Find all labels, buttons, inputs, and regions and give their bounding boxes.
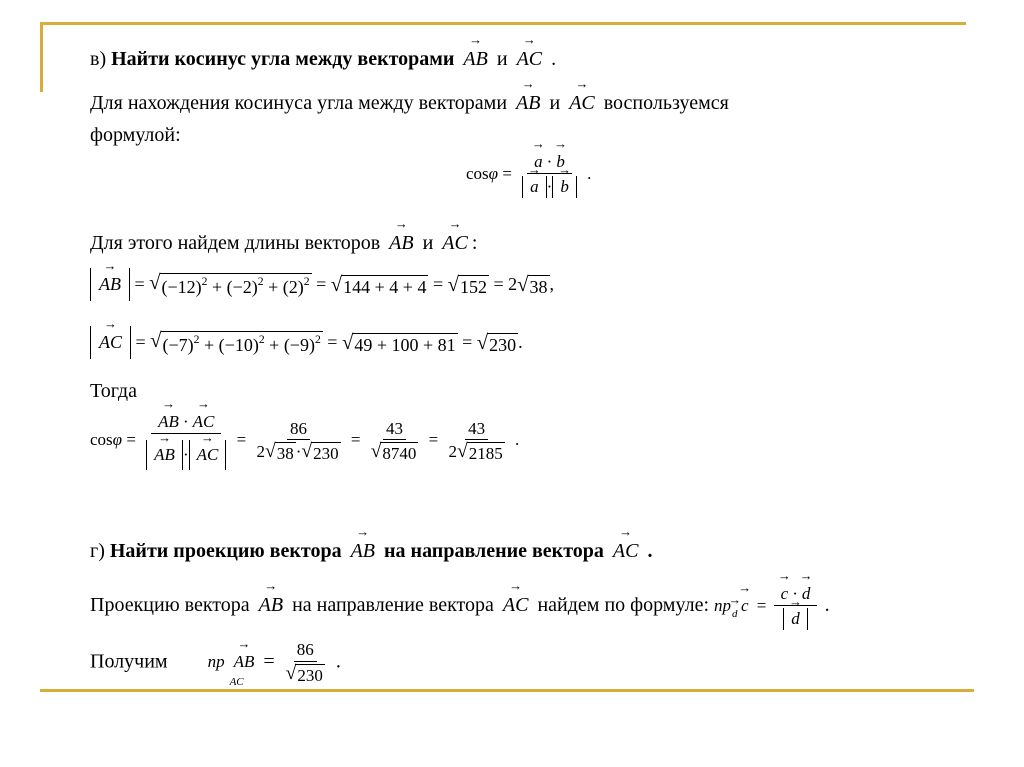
vector-ab: → AB bbox=[259, 594, 283, 617]
period: . bbox=[518, 332, 523, 352]
vector-ab: → AB bbox=[351, 540, 375, 563]
fraction-43-2185: 43 2 √ 2185 bbox=[448, 418, 503, 464]
intro-rest: воспользуемся bbox=[603, 92, 729, 114]
ac-230-root: √ 230 bbox=[476, 331, 517, 355]
ab-152-root: √ 152 bbox=[447, 273, 487, 297]
cos-label: cos bbox=[90, 430, 113, 450]
term: (−7) bbox=[162, 335, 194, 356]
radicand: 38 bbox=[276, 444, 294, 464]
dot-operator: · bbox=[546, 176, 553, 196]
cosine-formula: cosφ = → a ·→ b → a ·→ b . bbox=[466, 152, 591, 198]
coefficient: 2 bbox=[448, 442, 458, 462]
ab-sum-root: √ $(-12)^2 + (-2)^2 + (2)^2$ bbox=[149, 272, 310, 298]
vector-d: → d bbox=[802, 584, 811, 604]
vector-b: → b bbox=[560, 176, 569, 199]
radicand: 152 bbox=[459, 276, 487, 297]
vector-c: → c bbox=[781, 584, 789, 604]
term: (−2) bbox=[226, 277, 258, 298]
section-v-title: Найти косинус угла между векторами bbox=[111, 48, 455, 70]
exponent: 2 bbox=[314, 333, 321, 347]
period: . bbox=[587, 164, 592, 184]
exponent: 2 bbox=[258, 333, 265, 347]
vector-ac: → AC bbox=[193, 412, 215, 432]
vector-ac: → AC bbox=[569, 92, 595, 115]
ab-38-root: √ 38 bbox=[517, 273, 548, 297]
vector-ab: → AB bbox=[389, 232, 413, 255]
term: (−12) bbox=[161, 277, 202, 298]
vector-a: → a bbox=[534, 152, 543, 172]
frame-left-line bbox=[40, 22, 43, 92]
colon: : bbox=[471, 232, 478, 254]
exponent: 2 bbox=[303, 275, 310, 289]
np-label: np bbox=[714, 596, 731, 616]
vector-ab: → AB bbox=[158, 412, 179, 432]
radicand: 2185 bbox=[468, 444, 503, 464]
conjunction: и bbox=[422, 232, 434, 254]
radicand: 230 bbox=[313, 444, 339, 464]
period: . bbox=[647, 540, 653, 562]
dot-operator: · bbox=[792, 584, 798, 603]
projection-text-1: Проекцию вектора bbox=[90, 594, 250, 617]
result-line: Получим np AC → AB = 86 √ 230 . bbox=[90, 640, 341, 685]
projection-text-2: на направление вектора bbox=[292, 594, 494, 617]
frame-top-line bbox=[40, 22, 966, 25]
projection-formula: np → d → c = → c ·→ d → d bbox=[714, 596, 825, 615]
dot-operator: · bbox=[182, 412, 189, 431]
subscript-ac: AC bbox=[229, 676, 244, 689]
phi-symbol: φ bbox=[112, 430, 123, 450]
exponent: 2 bbox=[257, 275, 264, 289]
intro-line-2: формулой: bbox=[90, 124, 181, 146]
dot-operator: · bbox=[182, 444, 189, 464]
dot-over-norms bbox=[143, 412, 229, 470]
radicand: 38 bbox=[529, 276, 548, 297]
section-g-heading bbox=[90, 540, 652, 563]
vector-ab: → AB bbox=[234, 652, 255, 672]
section-v-heading bbox=[90, 48, 556, 71]
comma: , bbox=[549, 274, 554, 294]
radicand: 49 + 100 + 81 bbox=[354, 334, 456, 355]
frame-bottom-line bbox=[40, 689, 974, 692]
period: . bbox=[335, 650, 341, 673]
ab-mid-root: √ 144 + 4 + 4 bbox=[330, 273, 427, 297]
radicand: 230 bbox=[297, 665, 323, 685]
fraction-86: 86 2 √ 38 · √ 230 bbox=[256, 418, 339, 464]
lengths-text: Для этого найдем длины векторов bbox=[90, 232, 381, 254]
section-g-title-part1: Найти проекцию вектора bbox=[109, 540, 342, 562]
radicand: 8740 bbox=[382, 444, 417, 464]
lengths-intro bbox=[90, 232, 477, 255]
ac-length-equation: → AC = √ $(-7)^2 + (-10)^2 + (-9)^2$ = √ 49 + 100 + 81 = √ 230 . bbox=[90, 326, 523, 359]
projection-line bbox=[90, 584, 830, 630]
ac-sum-root: √ $(-7)^2 + (-10)^2 + (-9)^2$ bbox=[150, 330, 321, 356]
result-text: Получим bbox=[90, 650, 168, 673]
intro-text: Для нахождения косинуса угла между векторами bbox=[90, 92, 508, 114]
period: . bbox=[515, 430, 520, 450]
exponent: 2 bbox=[201, 275, 208, 289]
period: . bbox=[824, 594, 830, 617]
vector-ac: → AC bbox=[442, 232, 468, 255]
vector-c: → c bbox=[741, 596, 749, 616]
np-label: np bbox=[207, 652, 225, 672]
numerator: 86 bbox=[287, 419, 310, 441]
coefficient: 2 bbox=[508, 274, 518, 294]
section-g-title-part2: на направление вектора bbox=[384, 540, 604, 562]
intro-line-1 bbox=[90, 92, 729, 115]
radicand: 230 bbox=[489, 334, 517, 355]
fraction-43-8740: 43 √ 8740 bbox=[370, 418, 417, 464]
exponent: 2 bbox=[193, 333, 200, 347]
conjunction: и bbox=[496, 48, 508, 70]
term: (−10) bbox=[218, 335, 259, 356]
phi-symbol: φ bbox=[488, 164, 499, 184]
dot-operator: · bbox=[295, 442, 302, 462]
vector-ab: → AB bbox=[516, 92, 540, 115]
vector-ac: → AC bbox=[197, 444, 219, 467]
ab-length-equation: → AB = √ $(-12)^2 + (-2)^2 + (2)^2$ = √ 144 + 4 + 4 = √ 152 = 2 √ 38 , bbox=[90, 268, 554, 301]
dot-operator: · bbox=[546, 152, 553, 171]
vector-d: → d bbox=[791, 608, 800, 631]
period: . bbox=[551, 48, 557, 70]
vector-ab: → AB bbox=[99, 274, 121, 295]
numerator: 43 bbox=[383, 419, 406, 441]
vector-ac: → AC bbox=[99, 332, 122, 353]
term: (2) bbox=[282, 277, 304, 298]
cos-label: cos bbox=[466, 164, 489, 184]
vector-ab: → AB bbox=[463, 48, 487, 71]
vector-a: → a bbox=[530, 176, 539, 199]
then-label: Тогда bbox=[90, 380, 137, 402]
radicand: 144 + 4 + 4 bbox=[343, 276, 427, 297]
coefficient: 2 bbox=[256, 442, 265, 462]
vector-b: → b bbox=[556, 152, 565, 172]
numerator: 86 bbox=[294, 640, 317, 662]
ac-mid-root: √ 49 + 100 + 81 bbox=[341, 331, 456, 355]
formula-fraction bbox=[519, 152, 580, 198]
numerator: 43 bbox=[465, 419, 488, 441]
vector-ac: → AC bbox=[503, 594, 529, 617]
projection-text-3: найдем по формуле: bbox=[537, 594, 709, 617]
vector-ac: → AC bbox=[613, 540, 639, 563]
section-g-prefix: г) bbox=[90, 540, 110, 562]
term: (−9) bbox=[283, 335, 315, 356]
subscript-vector-d: → d bbox=[732, 608, 738, 621]
vector-ac: → AC bbox=[517, 48, 543, 71]
section-v-prefix: в) bbox=[90, 48, 112, 70]
vector-ab: → AB bbox=[154, 444, 175, 467]
conjunction: и bbox=[549, 92, 561, 114]
cosine-result: cosφ = → AB ·→ AC → AB ·→ AC = 86 2 √ 38 · √ 230 = 43 √ 8740 = 43 2 √ 2185 . bbox=[90, 412, 519, 470]
